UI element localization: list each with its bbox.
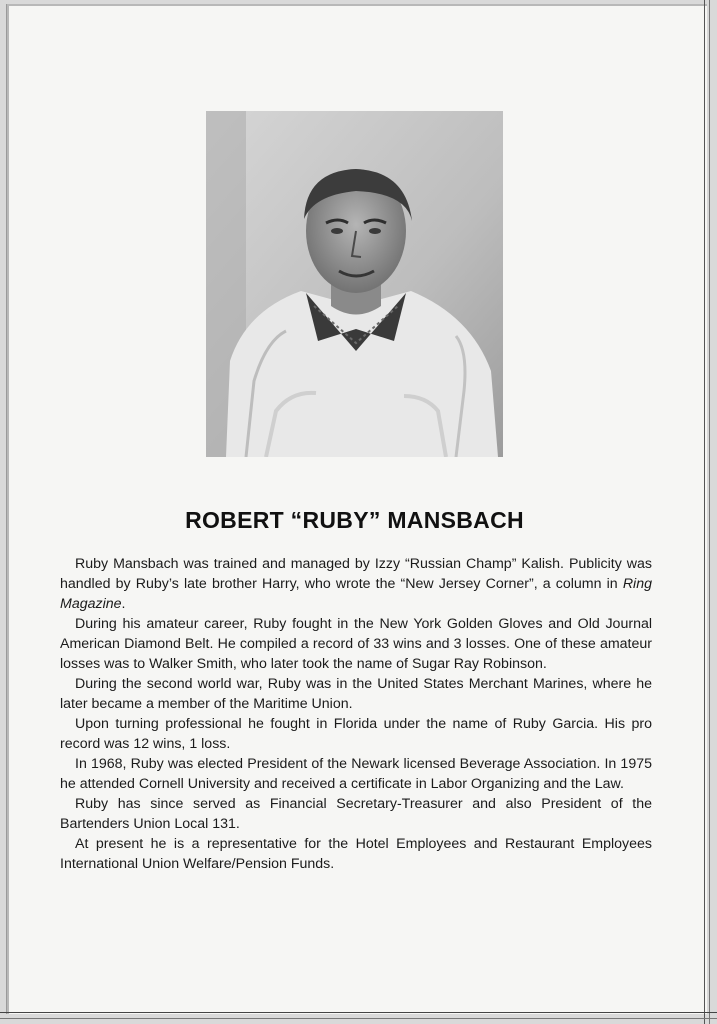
paragraph: Upon turning professional he fought in Florida under the name of Ruby Garcia. His pro record was 12 wins, 1 loss. [60, 716, 652, 752]
paragraph: Ruby has since served as Financial Secretary-Treasurer and also President of the Bartenders Union Local 131. [60, 796, 652, 832]
publication-name: Ring Magazine [60, 576, 652, 612]
page-edge-bottom [0, 1012, 717, 1019]
paragraph: Ruby Mansbach was trained and managed by Izzy “Russian Champ” Kalish. Publicity was handled by Ruby’s late brother Harry, who wrote the “New Jersey Corner”, a column in Ring Magazine. [60, 556, 652, 612]
paragraph: At present he is a representative for the Hotel Employees and Restaurant Employees International Union Welfare/Pension Funds. [60, 836, 652, 872]
paragraph: During the second world war, Ruby was in the United States Merchant Marines, where he later became a member of the Maritime Union. [60, 676, 652, 712]
paragraph: During his amateur career, Ruby fought in the New York Golden Gloves and Old Journal American Diamond Belt. He compiled a record of 33 wins and 3 losses. One of these amateur losses was to Walker Smith, who later took the name of Sugar Ray Robinson. [60, 616, 652, 672]
article-title: ROBERT “RUBY” MANSBACH [185, 507, 524, 533]
article-body [60, 554, 652, 874]
portrait-photo [206, 111, 503, 457]
paragraph: In 1968, Ruby was elected President of the Newark licensed Beverage Association. In 1975 he attended Cornell University and received a certificate in Labor Organizing and the Law. [60, 756, 652, 792]
